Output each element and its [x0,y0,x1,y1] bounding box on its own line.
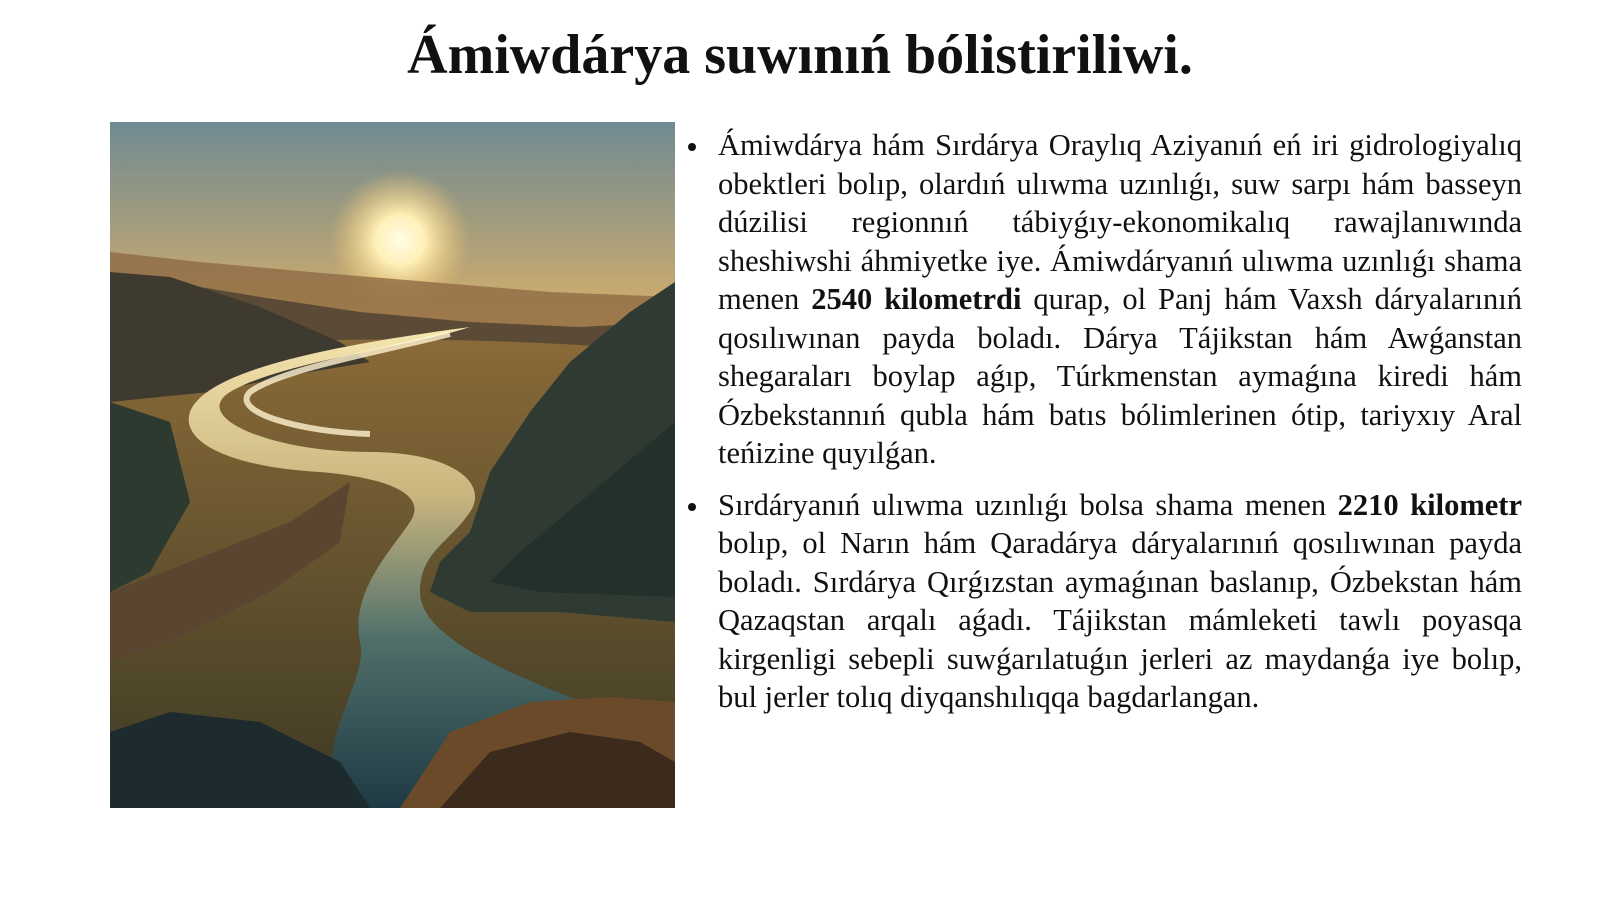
bullet-dot-icon [688,503,696,511]
bullet-text: bolıp, ol Narın hám Qaradárya dáryalarınıń qosılıwınan payda boladı. Sırdárya Qırǵızstan aymaǵınan baslanıp, Ózbekstan hám Qazaqstan arqalı aǵadı. Tájikstan mámleketi tawlı poyasqa kirgenligi sebepli suwǵarılatuǵın jerleri az maydanǵa iye bolıp, bul jerler tolıq diyqanshılıqqa bagdarlangan. [718,526,1522,714]
bullet-list [688,126,1522,730]
bullet-text: qurap, ol Panj hám Vaxsh dáryalarınıń qosılıwınan payda boladı. Dárya Tájikstan hám Awǵanstan shegaraları boylap aǵıp, Túrkmenstan aymaǵına kiredi hám Ózbekstannıń qubla hám batıs bólimlerinen ótip, tariyxıy Aral teńizine quyılǵan. [718,282,1522,470]
bullet-text: Sırdáryanıń ulıwma uzınlıǵı bolsa shama menen [718,487,1338,522]
river-landscape-photo [110,122,675,808]
bullet-text: Ámiwdárya hám Sırdárya Oraylıq Aziyanıń eń iri gidrologiyalıq obektleri bolıp, olardıń ulıwma uzınlıǵı, suw sarpı hám basseyn dúzilisi regionnıń tábiyǵıy-ekonomikalıq rawajlanıwında sheshiwshi áhmiyetke iye. Ámiwdáryanıń ulıwma uzınlıǵı shama menen [718,128,1522,316]
bullet-bold-length: 2210 kilometr [1337,487,1522,522]
river-landscape-icon [110,122,675,808]
bullet-item-syrdarya [688,486,1522,717]
bullet-dot-icon [688,143,696,151]
bullet-bold-length: 2540 kilometrdi [811,282,1022,316]
slide-title: Ámiwdárya suwınıń bólistiriliwi. [407,24,1193,86]
bullet-item-amudarya [688,126,1522,473]
